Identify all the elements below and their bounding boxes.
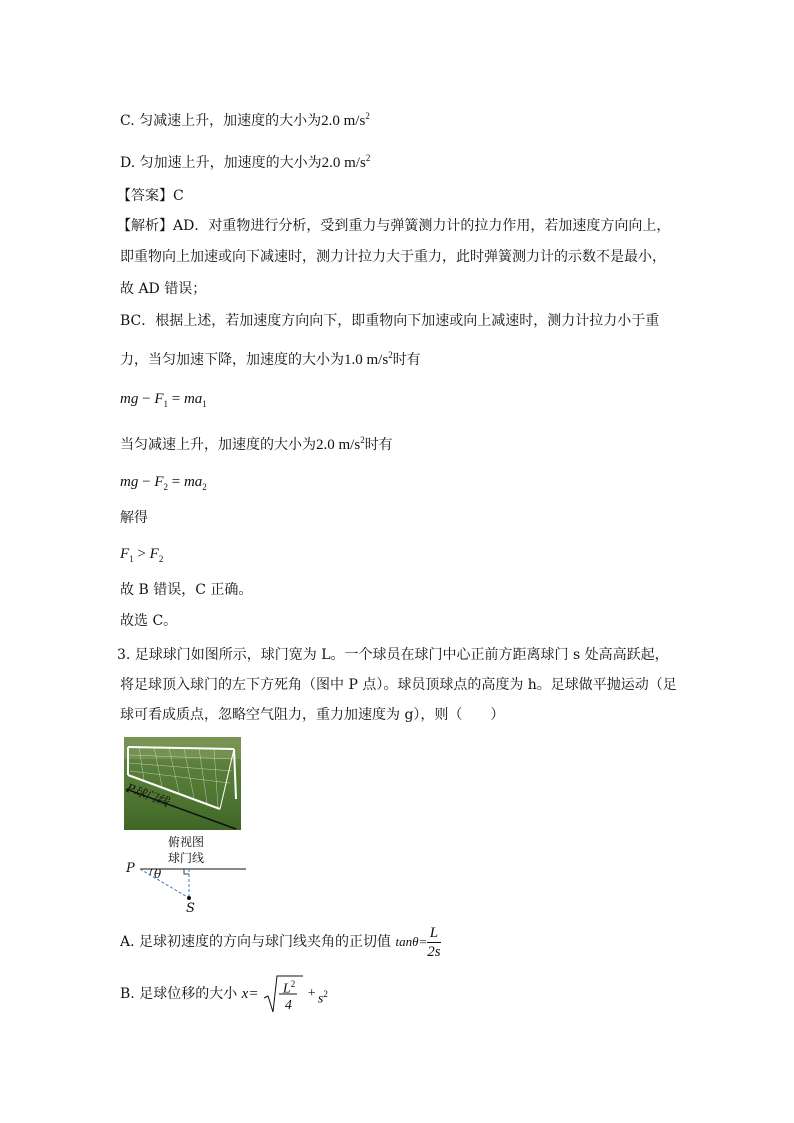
- option-c-label: C.: [120, 113, 135, 129]
- option-b-rad-den: 4: [284, 998, 292, 1013]
- eq2-rhs: ma: [183, 474, 203, 490]
- eq3-gt: >: [133, 546, 150, 562]
- eq1-minus: −: [138, 391, 155, 407]
- analysis-line-6: [120, 430, 393, 455]
- analysis-line-5-pre: 力，当匀加速下降，加速度的大小为: [120, 352, 344, 368]
- option-d: [120, 148, 370, 173]
- equation-2: [120, 472, 207, 497]
- eq3-f2: F: [149, 546, 159, 562]
- question-3-line-3: 球可看成质点，忽略空气阻力，重力加速度为 g），则（ ）: [120, 707, 505, 723]
- option-b-label: B.: [120, 986, 135, 1002]
- option-b: [120, 972, 335, 1016]
- analysis-line-6-post: 时有: [364, 437, 393, 453]
- option-a-den: 2s: [427, 943, 441, 960]
- eq1-rhs: ma: [183, 391, 203, 407]
- rad-num-var: L: [282, 981, 291, 997]
- analysis-line-2: 即重物向上加速或向下减速时，测力计拉力大于重力，此时弹簧测力计的示数不是最小，: [120, 249, 666, 265]
- analysis-lead: AD．: [173, 218, 209, 234]
- goal-photo: [124, 737, 241, 830]
- goal-line-label: 球门线: [168, 851, 205, 865]
- option-b-radical: [263, 974, 335, 1014]
- option-d-label: D.: [120, 155, 136, 171]
- analysis-line-6-pre: 当匀减速上升，加速度的大小为: [120, 437, 316, 453]
- answer-tag: 【答案】: [117, 188, 173, 204]
- option-a-num: L: [427, 924, 440, 943]
- option-b-s: [318, 972, 328, 1022]
- equation-3: [120, 544, 163, 569]
- option-d-value: 2.0: [321, 155, 341, 171]
- option-b-plus: +: [306, 986, 317, 1001]
- option-b-text: 足球位移的大小: [139, 986, 238, 1002]
- option-b-eq: =: [248, 986, 259, 1002]
- option-b-s-exp: 2: [323, 989, 328, 999]
- analysis-line-6-exp: 2: [360, 435, 365, 445]
- eq3-s1: 1: [129, 554, 134, 564]
- point-s-label: S: [186, 901, 195, 916]
- option-d-text: 匀加速上升，加速度的大小为: [139, 155, 322, 171]
- solve-label: 解得: [120, 510, 148, 526]
- analysis-text-1: 对重物进行分析，受到重力与弹簧测力计的拉力作用，若加速度方向向上，: [208, 218, 671, 234]
- analysis-line-5-unit: m/s: [366, 352, 389, 368]
- option-c-value: 2.0: [321, 113, 340, 129]
- eq2-lhs: mg: [120, 474, 139, 490]
- question-3-line-2: 将足球顶入球门的左下方死角（图中 P 点）。球员顶球点的高度为 h。足球做平抛运动（足: [120, 677, 677, 693]
- option-b-s-var: s: [317, 991, 324, 1007]
- eq2-eq: =: [167, 474, 184, 490]
- eq1-lhs: mg: [120, 391, 139, 407]
- equation-1: [120, 389, 207, 414]
- option-a: [120, 922, 441, 962]
- answer-value: C: [173, 188, 184, 204]
- eq1-eq: =: [167, 391, 184, 407]
- analysis-line-5-post: 时有: [392, 352, 421, 368]
- option-a-fn: tanθ=: [395, 934, 428, 949]
- analysis-line-5: [120, 345, 421, 370]
- option-c-exp: 2: [365, 111, 370, 121]
- eq2-rsub: 2: [202, 482, 207, 492]
- eq1-rsub: 1: [202, 399, 207, 409]
- analysis-line-1: [117, 216, 670, 236]
- option-c-text: 匀减速上升，加速度的大小为: [139, 113, 322, 129]
- option-c: [120, 106, 370, 131]
- option-c-unit: m/s: [343, 113, 366, 129]
- eq2-minus: −: [138, 474, 155, 490]
- point-p-label: P: [126, 861, 135, 876]
- answer-line: [117, 186, 184, 206]
- conclusion-2: 故选 C。: [120, 613, 178, 629]
- option-a-fraction: [427, 924, 440, 961]
- option-d-unit: m/s: [344, 155, 366, 171]
- conclusion-1: 故 B 错误，C 正确。: [120, 582, 253, 598]
- analysis-line-4: BC．根据上述，若加速度方向向下，即重物向下加速或向上减速时，测力计拉力小于重: [120, 313, 660, 329]
- option-b-var: x: [241, 986, 249, 1002]
- analysis-line-6-val: 2.0: [316, 437, 335, 453]
- eq3-s2: 2: [158, 554, 164, 564]
- eq2-sub: 2: [163, 482, 168, 492]
- option-a-text: 足球初速度的方向与球门线夹角的正切值: [139, 934, 392, 950]
- rad-num-exp: 2: [290, 979, 296, 989]
- angle-theta-label: θ: [154, 867, 162, 881]
- eq1-f: F: [154, 391, 164, 407]
- analysis-line-5-exp: 2: [388, 350, 393, 360]
- top-view-diagram: [122, 833, 252, 918]
- option-d-exp: 2: [365, 153, 371, 163]
- analysis-line-5-val: 1.0: [344, 352, 363, 368]
- eq1-sub: 1: [163, 399, 168, 409]
- option-a-label: A.: [120, 934, 135, 950]
- eq3-f1: F: [120, 546, 130, 562]
- analysis-line-3: 故 AD 错误；: [120, 281, 207, 297]
- analysis-tag: 【解析】: [117, 218, 173, 234]
- top-view-label: 俯视图: [168, 835, 205, 849]
- analysis-line-6-unit: m/s: [338, 437, 361, 453]
- question-3-line-1: 3. 足球球门如图所示，球门宽为 L。一个球员在球门中心正前方距离球门 s 处高高跃起，: [117, 647, 669, 663]
- eq2-f: F: [154, 474, 164, 490]
- photo-goal-line-label: P球门线: [124, 780, 171, 810]
